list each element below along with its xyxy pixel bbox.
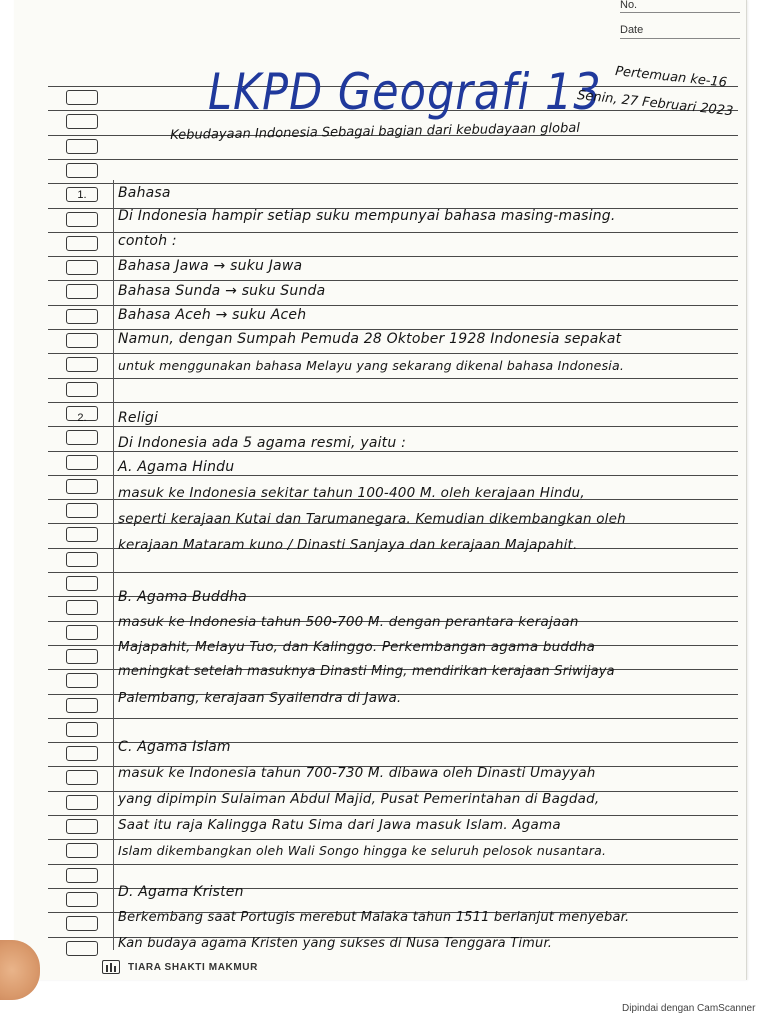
margin-checkbox: [66, 843, 98, 858]
margin-checkbox: [66, 576, 98, 591]
margin-vertical-line: [113, 180, 114, 950]
margin-checkbox: [66, 90, 98, 105]
ruled-line: [48, 183, 738, 184]
page-title: LKPD Geografi 13: [208, 64, 602, 122]
margin-checkbox: [66, 430, 98, 445]
margin-checkbox: [66, 868, 98, 883]
margin-checkbox: [66, 770, 98, 785]
body-line: masuk ke Indonesia tahun 500-700 M. dengan perantara kerajaan: [118, 614, 579, 630]
lesson-date: Senin, 27 Februari 2023: [576, 88, 734, 120]
ruled-line: [48, 572, 738, 573]
margin-checkbox: [66, 673, 98, 688]
section-heading-religi: Religi: [118, 410, 159, 426]
margin-checkbox: [66, 503, 98, 518]
body-line: kerajaan Mataram kuno / Dinasti Sanjaya dan kerajaan Majapahit.: [118, 537, 578, 553]
margin-checkbox: [66, 795, 98, 810]
body-line: contoh :: [118, 233, 177, 249]
meeting-number: Pertemuan ke-16: [614, 64, 728, 91]
margin-checkbox: [66, 649, 98, 664]
body-line: Saat itu raja Kalingga Ratu Sima dari Jawa masuk Islam. Agama: [118, 817, 561, 833]
body-line: masuk ke Indonesia tahun 700-730 M. dibawa oleh Dinasti Umayyah: [118, 765, 596, 781]
margin-checkbox: [66, 139, 98, 154]
ruled-line: [48, 280, 738, 281]
margin-checkbox: [66, 309, 98, 324]
margin-checkbox: [66, 746, 98, 761]
ruled-line: [48, 305, 738, 306]
subsection-heading-buddha: B. Agama Buddha: [118, 589, 247, 605]
body-line: Bahasa Jawa → suku Jawa: [118, 258, 303, 274]
margin-checkbox: [66, 455, 98, 470]
margin-checkbox: [66, 212, 98, 227]
body-line: Islam dikembangkan oleh Wali Songo hingga ke seluruh pelosok nusantara.: [118, 843, 607, 858]
ruled-line: [48, 378, 738, 379]
body-line: Namun, dengan Sumpah Pemuda 28 Oktober 1928 Indonesia sepakat: [118, 331, 622, 347]
margin-checkbox: [66, 892, 98, 907]
subsection-heading-hindu: A. Agama Hindu: [118, 459, 235, 475]
notebook-brand: [102, 960, 258, 974]
margin-checkbox: [66, 722, 98, 737]
ruled-line: [48, 815, 738, 816]
body-line: Di Indonesia hampir setiap suku mempunyai bahasa masing-masing.: [118, 208, 616, 224]
brand-name: TIARA SHAKTI MAKMUR: [128, 961, 258, 973]
margin-checkbox: [66, 552, 98, 567]
section-heading-bahasa: Bahasa: [118, 185, 171, 201]
subsection-heading-kristen: D. Agama Kristen: [118, 884, 244, 900]
margin-checkbox: [66, 698, 98, 713]
margin-checkbox: [66, 236, 98, 251]
ruled-line: [48, 256, 738, 257]
subsection-heading-islam: C. Agama Islam: [118, 739, 231, 755]
margin-checkbox: [66, 527, 98, 542]
no-line: [620, 12, 740, 13]
margin-checkbox: [66, 625, 98, 640]
margin-checkbox: [66, 163, 98, 178]
margin-checkbox: [66, 284, 98, 299]
body-line: Kan budaya agama Kristen yang sukses di Nusa Tenggara Timur.: [118, 936, 553, 951]
margin-checkbox: [66, 479, 98, 494]
section-number-1: 1.: [77, 189, 87, 201]
margin-checkbox: [66, 382, 98, 397]
body-line: Majapahit, Melayu Tuo, dan Kalinggo. Perkembangan agama buddha: [118, 639, 596, 655]
ruled-line: [48, 864, 738, 865]
margin-checkbox: [66, 260, 98, 275]
scanner-watermark: Dipindai dengan CamScanner: [622, 1003, 756, 1014]
body-line: Palembang, kerajaan Syailendra di Jawa.: [118, 690, 402, 706]
body-line: Di Indonesia ada 5 agama resmi, yaitu :: [118, 435, 407, 451]
brand-logo-icon: [102, 960, 120, 974]
ruled-line: [48, 718, 738, 719]
ruled-line: [48, 451, 738, 452]
body-line: masuk ke Indonesia sekitar tahun 100-400 M. oleh kerajaan Hindu,: [118, 485, 585, 501]
ruled-line: [48, 159, 738, 160]
margin-checkbox: [66, 600, 98, 615]
ruled-line: [48, 329, 738, 330]
page-subtitle: Kebudayaan Indonesia Sebagai bagian dari kebudayaan global: [170, 120, 581, 143]
margin-checkbox: [66, 333, 98, 348]
section-number-2: 2.: [77, 412, 87, 424]
no-label: No.: [620, 0, 638, 11]
body-line: Berkembang saat Portugis merebut Malaka tahun 1511 berlanjut menyebar.: [118, 910, 630, 925]
body-line: Bahasa Aceh → suku Aceh: [118, 307, 307, 323]
ruled-line: [48, 426, 738, 427]
body-line: seperti kerajaan Kutai dan Tarumanegara. Kemudian dikembangkan oleh: [118, 511, 626, 527]
ruled-line: [48, 475, 738, 476]
ruled-line: [48, 353, 738, 354]
body-line: meningkat setelah masuknya Dinasti Ming, mendirikan kerajaan Sriwijaya: [118, 664, 615, 679]
margin-checkbox: [66, 357, 98, 372]
margin-checkbox: [66, 819, 98, 834]
date-label: Date: [620, 24, 644, 36]
body-line: Bahasa Sunda → suku Sunda: [118, 283, 326, 299]
ruled-line: [48, 402, 738, 403]
date-line: [620, 38, 740, 39]
margin-checkbox: [66, 941, 98, 956]
body-line: untuk menggunakan bahasa Melayu yang sekarang dikenal bahasa Indonesia.: [118, 358, 624, 373]
body-line: yang dipimpin Sulaiman Abdul Majid, Pusat Pemerintahan di Bagdad,: [118, 791, 600, 807]
margin-checkbox: [66, 114, 98, 129]
margin-checkbox: [66, 916, 98, 931]
ruled-line: [48, 839, 738, 840]
